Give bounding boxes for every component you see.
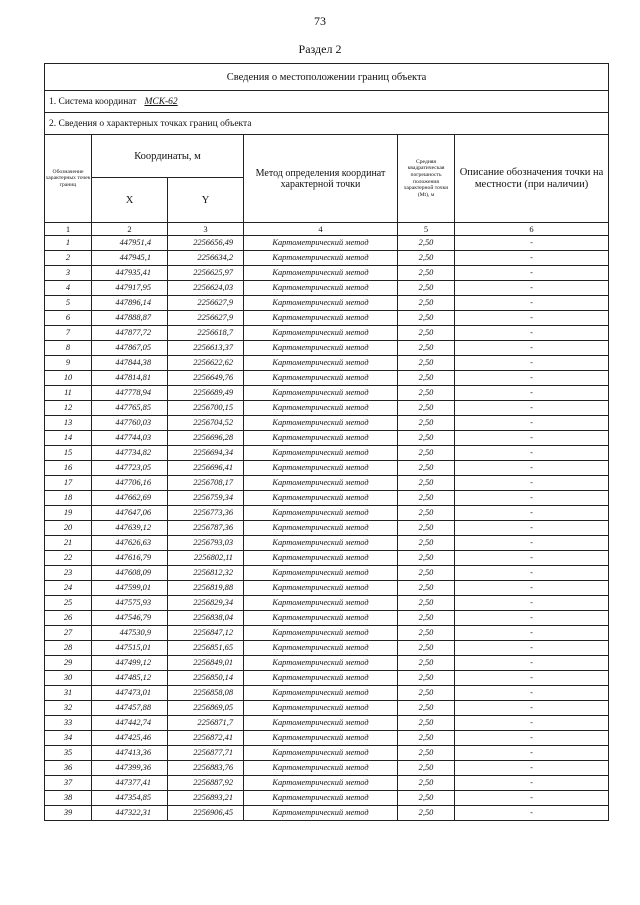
table-row bbox=[45, 476, 609, 491]
error-cell: 2,50 bbox=[398, 596, 455, 611]
description-cell: - bbox=[455, 551, 609, 566]
description-cell: - bbox=[455, 251, 609, 266]
header-x: X bbox=[92, 178, 168, 223]
method-cell: Картометрический метод bbox=[244, 446, 398, 461]
table-row bbox=[45, 776, 609, 791]
column-index: 5 bbox=[398, 223, 455, 236]
table-row bbox=[45, 671, 609, 686]
method-cell: Картометрический метод bbox=[244, 476, 398, 491]
column-index: 2 bbox=[92, 223, 168, 236]
y-coordinate-cell: 2256858,08 bbox=[168, 686, 244, 701]
y-coordinate-cell: 2256869,05 bbox=[168, 701, 244, 716]
table-row bbox=[45, 281, 609, 296]
point-number-cell: 20 bbox=[45, 521, 92, 536]
y-coordinate-cell: 2256847,12 bbox=[168, 626, 244, 641]
error-cell: 2,50 bbox=[398, 671, 455, 686]
point-number-cell: 34 bbox=[45, 731, 92, 746]
point-number-cell: 4 bbox=[45, 281, 92, 296]
point-number-cell: 12 bbox=[45, 401, 92, 416]
y-coordinate-cell: 2256893,21 bbox=[168, 791, 244, 806]
error-cell: 2,50 bbox=[398, 566, 455, 581]
x-coordinate-cell: 447814,81 bbox=[92, 371, 168, 386]
point-number-cell: 2 bbox=[45, 251, 92, 266]
point-number-cell: 28 bbox=[45, 641, 92, 656]
description-cell: - bbox=[455, 476, 609, 491]
description-cell: - bbox=[455, 311, 609, 326]
table-row bbox=[45, 611, 609, 626]
x-coordinate-cell: 447485,12 bbox=[92, 671, 168, 686]
description-cell: - bbox=[455, 761, 609, 776]
point-number-cell: 39 bbox=[45, 806, 92, 821]
point-number-cell: 36 bbox=[45, 761, 92, 776]
header-description: Описание обозначения точки на местности (при наличии) bbox=[455, 135, 609, 223]
x-coordinate-cell: 447945,1 bbox=[92, 251, 168, 266]
y-coordinate-cell: 2256793,03 bbox=[168, 536, 244, 551]
point-number-cell: 32 bbox=[45, 701, 92, 716]
method-cell: Картометрический метод bbox=[244, 536, 398, 551]
method-cell: Картометрический метод bbox=[244, 461, 398, 476]
x-coordinate-cell: 447647,06 bbox=[92, 506, 168, 521]
error-cell: 2,50 bbox=[398, 626, 455, 641]
table-row bbox=[45, 401, 609, 416]
x-coordinate-cell: 447546,79 bbox=[92, 611, 168, 626]
point-number-cell: 3 bbox=[45, 266, 92, 281]
x-coordinate-cell: 447499,12 bbox=[92, 656, 168, 671]
description-cell: - bbox=[455, 671, 609, 686]
x-coordinate-cell: 447778,94 bbox=[92, 386, 168, 401]
method-cell: Картометрический метод bbox=[244, 326, 398, 341]
description-cell: - bbox=[455, 626, 609, 641]
y-coordinate-cell: 2256622,62 bbox=[168, 356, 244, 371]
section-title: Раздел 2 bbox=[298, 42, 342, 56]
description-cell: - bbox=[455, 566, 609, 581]
method-cell: Картометрический метод bbox=[244, 806, 398, 821]
column-index: 4 bbox=[244, 223, 398, 236]
y-coordinate-cell: 2256696,28 bbox=[168, 431, 244, 446]
y-coordinate-cell: 2256696,41 bbox=[168, 461, 244, 476]
method-cell: Картометрический метод bbox=[244, 776, 398, 791]
y-coordinate-cell: 2256812,32 bbox=[168, 566, 244, 581]
x-coordinate-cell: 447473,01 bbox=[92, 686, 168, 701]
y-coordinate-cell: 2256773,36 bbox=[168, 506, 244, 521]
table-row bbox=[45, 701, 609, 716]
error-cell: 2,50 bbox=[398, 806, 455, 821]
error-cell: 2,50 bbox=[398, 761, 455, 776]
x-coordinate-cell: 447515,01 bbox=[92, 641, 168, 656]
error-cell: 2,50 bbox=[398, 521, 455, 536]
x-coordinate-cell: 447442,74 bbox=[92, 716, 168, 731]
point-number-cell: 16 bbox=[45, 461, 92, 476]
error-cell: 2,50 bbox=[398, 401, 455, 416]
table-row bbox=[45, 341, 609, 356]
y-coordinate-cell: 2256838,04 bbox=[168, 611, 244, 626]
error-cell: 2,50 bbox=[398, 686, 455, 701]
y-coordinate-cell: 2256708,17 bbox=[168, 476, 244, 491]
x-coordinate-cell: 447425,46 bbox=[92, 731, 168, 746]
method-cell: Картометрический метод bbox=[244, 416, 398, 431]
x-coordinate-cell: 447457,88 bbox=[92, 701, 168, 716]
description-cell: - bbox=[455, 806, 609, 821]
y-coordinate-cell: 2256787,36 bbox=[168, 521, 244, 536]
error-cell: 2,50 bbox=[398, 461, 455, 476]
header-point-number: Обозначение характерных точек границ bbox=[45, 135, 92, 223]
x-coordinate-cell: 447354,85 bbox=[92, 791, 168, 806]
method-cell: Картометрический метод bbox=[244, 626, 398, 641]
point-number-cell: 17 bbox=[45, 476, 92, 491]
error-cell: 2,50 bbox=[398, 491, 455, 506]
y-coordinate-cell: 2256634,2 bbox=[168, 251, 244, 266]
error-cell: 2,50 bbox=[398, 581, 455, 596]
table-row bbox=[45, 686, 609, 701]
method-cell: Картометрический метод bbox=[244, 341, 398, 356]
description-cell: - bbox=[455, 341, 609, 356]
table-row bbox=[45, 416, 609, 431]
table-row bbox=[45, 581, 609, 596]
coordinates-table bbox=[44, 63, 609, 821]
y-coordinate-cell: 2256802,11 bbox=[168, 551, 244, 566]
y-coordinate-cell: 2256627,9 bbox=[168, 296, 244, 311]
x-coordinate-cell: 447639,12 bbox=[92, 521, 168, 536]
description-cell: - bbox=[455, 611, 609, 626]
y-coordinate-cell: 2256624,03 bbox=[168, 281, 244, 296]
error-cell: 2,50 bbox=[398, 476, 455, 491]
method-cell: Картометрический метод bbox=[244, 731, 398, 746]
x-coordinate-cell: 447608,09 bbox=[92, 566, 168, 581]
description-cell: - bbox=[455, 701, 609, 716]
method-cell: Картометрический метод bbox=[244, 506, 398, 521]
table-row bbox=[45, 731, 609, 746]
table-row bbox=[45, 806, 609, 821]
x-coordinate-cell: 447616,79 bbox=[92, 551, 168, 566]
description-cell: - bbox=[455, 281, 609, 296]
error-cell: 2,50 bbox=[398, 416, 455, 431]
method-cell: Картометрический метод bbox=[244, 431, 398, 446]
x-coordinate-cell: 447951,4 bbox=[92, 236, 168, 251]
error-cell: 2,50 bbox=[398, 611, 455, 626]
error-cell: 2,50 bbox=[398, 266, 455, 281]
description-cell: - bbox=[455, 536, 609, 551]
description-cell: - bbox=[455, 596, 609, 611]
y-coordinate-cell: 2256849,01 bbox=[168, 656, 244, 671]
y-coordinate-cell: 2256906,45 bbox=[168, 806, 244, 821]
y-coordinate-cell: 2256689,49 bbox=[168, 386, 244, 401]
table-row bbox=[45, 506, 609, 521]
description-cell: - bbox=[455, 776, 609, 791]
point-number-cell: 14 bbox=[45, 431, 92, 446]
y-coordinate-cell: 2256618,7 bbox=[168, 326, 244, 341]
method-cell: Картометрический метод bbox=[244, 761, 398, 776]
y-coordinate-cell: 2256819,88 bbox=[168, 581, 244, 596]
method-cell: Картометрический метод bbox=[244, 386, 398, 401]
point-number-cell: 23 bbox=[45, 566, 92, 581]
description-cell: - bbox=[455, 326, 609, 341]
y-coordinate-cell: 2256759,34 bbox=[168, 491, 244, 506]
table-row bbox=[45, 716, 609, 731]
coordinate-system-line bbox=[45, 91, 609, 113]
x-coordinate-cell: 447599,01 bbox=[92, 581, 168, 596]
method-cell: Картометрический метод bbox=[244, 686, 398, 701]
header-y: Y bbox=[168, 178, 244, 223]
table-row bbox=[45, 371, 609, 386]
table-row bbox=[45, 266, 609, 281]
table-row bbox=[45, 296, 609, 311]
error-cell: 2,50 bbox=[398, 386, 455, 401]
header-method: Метод определения координат характерной точки bbox=[244, 135, 398, 223]
error-cell: 2,50 bbox=[398, 746, 455, 761]
table-row bbox=[45, 491, 609, 506]
error-cell: 2,50 bbox=[398, 281, 455, 296]
error-cell: 2,50 bbox=[398, 731, 455, 746]
point-number-cell: 24 bbox=[45, 581, 92, 596]
form-title: Сведения о местоположении границ объекта bbox=[45, 64, 609, 91]
x-coordinate-cell: 447734,82 bbox=[92, 446, 168, 461]
coordinate-system-value: МСК-62 bbox=[144, 96, 178, 107]
error-cell: 2,50 bbox=[398, 371, 455, 386]
error-cell: 2,50 bbox=[398, 431, 455, 446]
point-number-cell: 9 bbox=[45, 356, 92, 371]
error-cell: 2,50 bbox=[398, 236, 455, 251]
x-coordinate-cell: 447896,14 bbox=[92, 296, 168, 311]
description-cell: - bbox=[455, 356, 609, 371]
point-number-cell: 11 bbox=[45, 386, 92, 401]
method-cell: Картометрический метод bbox=[244, 356, 398, 371]
x-coordinate-cell: 447723,05 bbox=[92, 461, 168, 476]
x-coordinate-cell: 447867,05 bbox=[92, 341, 168, 356]
method-cell: Картометрический метод bbox=[244, 716, 398, 731]
x-coordinate-cell: 447322,31 bbox=[92, 806, 168, 821]
column-index: 6 bbox=[455, 223, 609, 236]
x-coordinate-cell: 447744,03 bbox=[92, 431, 168, 446]
y-coordinate-cell: 2256613,37 bbox=[168, 341, 244, 356]
x-coordinate-cell: 447575,93 bbox=[92, 596, 168, 611]
error-cell: 2,50 bbox=[398, 716, 455, 731]
point-number-cell: 1 bbox=[45, 236, 92, 251]
method-cell: Картометрический метод bbox=[244, 296, 398, 311]
point-number-cell: 29 bbox=[45, 656, 92, 671]
table-row bbox=[45, 521, 609, 536]
description-cell: - bbox=[455, 506, 609, 521]
point-number-cell: 22 bbox=[45, 551, 92, 566]
error-cell: 2,50 bbox=[398, 656, 455, 671]
point-number-cell: 27 bbox=[45, 626, 92, 641]
table-row bbox=[45, 761, 609, 776]
x-coordinate-cell: 447760,03 bbox=[92, 416, 168, 431]
description-cell: - bbox=[455, 386, 609, 401]
method-cell: Картометрический метод bbox=[244, 551, 398, 566]
error-cell: 2,50 bbox=[398, 791, 455, 806]
point-number-cell: 38 bbox=[45, 791, 92, 806]
y-coordinate-cell: 2256694,34 bbox=[168, 446, 244, 461]
table-row bbox=[45, 461, 609, 476]
y-coordinate-cell: 2256877,71 bbox=[168, 746, 244, 761]
description-cell: - bbox=[455, 401, 609, 416]
method-cell: Картометрический метод bbox=[244, 671, 398, 686]
description-cell: - bbox=[455, 581, 609, 596]
y-coordinate-cell: 2256871,7 bbox=[168, 716, 244, 731]
error-cell: 2,50 bbox=[398, 251, 455, 266]
table-row bbox=[45, 326, 609, 341]
table-row bbox=[45, 791, 609, 806]
x-coordinate-cell: 447888,87 bbox=[92, 311, 168, 326]
table-row bbox=[45, 566, 609, 581]
table-row bbox=[45, 641, 609, 656]
method-cell: Картометрический метод bbox=[244, 581, 398, 596]
y-coordinate-cell: 2256883,76 bbox=[168, 761, 244, 776]
description-cell: - bbox=[455, 641, 609, 656]
x-coordinate-cell: 447413,36 bbox=[92, 746, 168, 761]
description-cell: - bbox=[455, 746, 609, 761]
error-cell: 2,50 bbox=[398, 326, 455, 341]
point-number-cell: 31 bbox=[45, 686, 92, 701]
table-row bbox=[45, 386, 609, 401]
y-coordinate-cell: 2256700,15 bbox=[168, 401, 244, 416]
point-number-cell: 26 bbox=[45, 611, 92, 626]
point-number-cell: 30 bbox=[45, 671, 92, 686]
x-coordinate-cell: 447530,9 bbox=[92, 626, 168, 641]
page-number: 73 bbox=[314, 14, 326, 28]
table-row bbox=[45, 596, 609, 611]
error-cell: 2,50 bbox=[398, 701, 455, 716]
method-cell: Картометрический метод bbox=[244, 371, 398, 386]
x-coordinate-cell: 447917,95 bbox=[92, 281, 168, 296]
x-coordinate-cell: 447377,41 bbox=[92, 776, 168, 791]
y-coordinate-cell: 2256829,34 bbox=[168, 596, 244, 611]
point-number-cell: 35 bbox=[45, 746, 92, 761]
description-cell: - bbox=[455, 731, 609, 746]
table-row bbox=[45, 431, 609, 446]
coordinate-system-label: 1. Система координат bbox=[49, 96, 137, 107]
y-coordinate-cell: 2256887,92 bbox=[168, 776, 244, 791]
y-coordinate-cell: 2256850,14 bbox=[168, 671, 244, 686]
description-cell: - bbox=[455, 431, 609, 446]
description-cell: - bbox=[455, 296, 609, 311]
point-number-cell: 8 bbox=[45, 341, 92, 356]
description-cell: - bbox=[455, 461, 609, 476]
table-row bbox=[45, 626, 609, 641]
point-number-cell: 7 bbox=[45, 326, 92, 341]
error-cell: 2,50 bbox=[398, 446, 455, 461]
description-cell: - bbox=[455, 236, 609, 251]
method-cell: Картометрический метод bbox=[244, 251, 398, 266]
point-number-cell: 18 bbox=[45, 491, 92, 506]
method-cell: Картометрический метод bbox=[244, 566, 398, 581]
point-number-cell: 21 bbox=[45, 536, 92, 551]
error-cell: 2,50 bbox=[398, 341, 455, 356]
method-cell: Картометрический метод bbox=[244, 311, 398, 326]
error-cell: 2,50 bbox=[398, 776, 455, 791]
error-cell: 2,50 bbox=[398, 356, 455, 371]
description-cell: - bbox=[455, 791, 609, 806]
header-error: Средняя квадратическая погрешность положения характерной точки (Mt), м bbox=[398, 135, 455, 223]
error-cell: 2,50 bbox=[398, 506, 455, 521]
point-number-cell: 6 bbox=[45, 311, 92, 326]
x-coordinate-cell: 447765,85 bbox=[92, 401, 168, 416]
table-row bbox=[45, 656, 609, 671]
error-cell: 2,50 bbox=[398, 536, 455, 551]
method-cell: Картометрический метод bbox=[244, 266, 398, 281]
point-number-cell: 5 bbox=[45, 296, 92, 311]
description-cell: - bbox=[455, 656, 609, 671]
y-coordinate-cell: 2256704,52 bbox=[168, 416, 244, 431]
description-cell: - bbox=[455, 371, 609, 386]
description-cell: - bbox=[455, 521, 609, 536]
point-number-cell: 10 bbox=[45, 371, 92, 386]
x-coordinate-cell: 447662,69 bbox=[92, 491, 168, 506]
x-coordinate-cell: 447844,38 bbox=[92, 356, 168, 371]
x-coordinate-cell: 447706,16 bbox=[92, 476, 168, 491]
x-coordinate-cell: 447626,63 bbox=[92, 536, 168, 551]
y-coordinate-cell: 2256625,97 bbox=[168, 266, 244, 281]
error-cell: 2,50 bbox=[398, 551, 455, 566]
error-cell: 2,50 bbox=[398, 641, 455, 656]
column-index: 3 bbox=[168, 223, 244, 236]
method-cell: Картометрический метод bbox=[244, 491, 398, 506]
y-coordinate-cell: 2256656,49 bbox=[168, 236, 244, 251]
point-number-cell: 37 bbox=[45, 776, 92, 791]
description-cell: - bbox=[455, 491, 609, 506]
table-row bbox=[45, 356, 609, 371]
method-cell: Картометрический метод bbox=[244, 596, 398, 611]
method-cell: Картометрический метод bbox=[244, 791, 398, 806]
method-cell: Картометрический метод bbox=[244, 521, 398, 536]
table-row bbox=[45, 746, 609, 761]
method-cell: Картометрический метод bbox=[244, 236, 398, 251]
description-cell: - bbox=[455, 686, 609, 701]
method-cell: Картометрический метод bbox=[244, 281, 398, 296]
point-number-cell: 15 bbox=[45, 446, 92, 461]
point-number-cell: 25 bbox=[45, 596, 92, 611]
column-index: 1 bbox=[45, 223, 92, 236]
table-row bbox=[45, 551, 609, 566]
y-coordinate-cell: 2256872,41 bbox=[168, 731, 244, 746]
characteristic-points-line: 2. Сведения о характерных точках границ объекта bbox=[45, 113, 609, 135]
table-row bbox=[45, 536, 609, 551]
x-coordinate-cell: 447935,41 bbox=[92, 266, 168, 281]
method-cell: Картометрический метод bbox=[244, 746, 398, 761]
point-number-cell: 33 bbox=[45, 716, 92, 731]
table-row bbox=[45, 236, 609, 251]
table-row bbox=[45, 446, 609, 461]
header-coordinates: Координаты, м bbox=[92, 135, 244, 178]
description-cell: - bbox=[455, 266, 609, 281]
y-coordinate-cell: 2256851,65 bbox=[168, 641, 244, 656]
description-cell: - bbox=[455, 446, 609, 461]
method-cell: Картометрический метод bbox=[244, 656, 398, 671]
description-cell: - bbox=[455, 716, 609, 731]
point-number-cell: 13 bbox=[45, 416, 92, 431]
method-cell: Картометрический метод bbox=[244, 641, 398, 656]
method-cell: Картометрический метод bbox=[244, 611, 398, 626]
method-cell: Картометрический метод bbox=[244, 701, 398, 716]
table-row bbox=[45, 311, 609, 326]
y-coordinate-cell: 2256649,76 bbox=[168, 371, 244, 386]
method-cell: Картометрический метод bbox=[244, 401, 398, 416]
description-cell: - bbox=[455, 416, 609, 431]
table-row bbox=[45, 251, 609, 266]
x-coordinate-cell: 447399,36 bbox=[92, 761, 168, 776]
point-number-cell: 19 bbox=[45, 506, 92, 521]
error-cell: 2,50 bbox=[398, 311, 455, 326]
error-cell: 2,50 bbox=[398, 296, 455, 311]
y-coordinate-cell: 2256627,9 bbox=[168, 311, 244, 326]
x-coordinate-cell: 447877,72 bbox=[92, 326, 168, 341]
